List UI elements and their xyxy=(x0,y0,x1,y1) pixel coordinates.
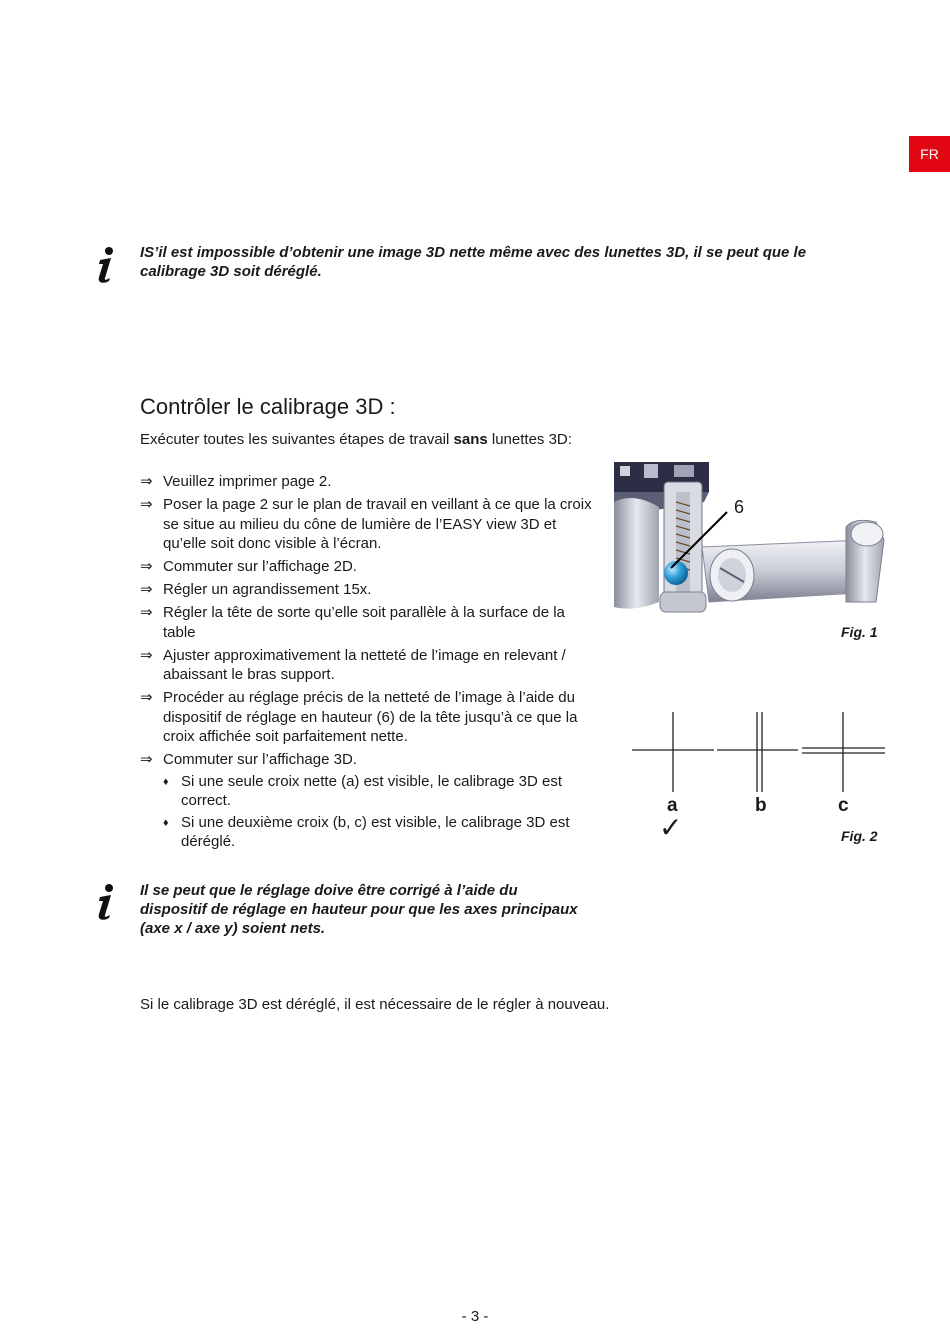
fig2-caption: Fig. 2 xyxy=(841,828,878,844)
sub-step-list xyxy=(163,772,600,852)
list-item: ⇒ Ajuster approximativement la netteté de l’image en relevant / abaissant le bras support. xyxy=(140,646,566,683)
fig1-device-illustration xyxy=(614,462,890,620)
list-item: ⇒ Commuter sur l’affichage 3D. ♦ Si une seule croix nette (a) est visible, le calibrage 3D est correct. ♦ Si une deuxième croix (b, c) est visible, le calibrage 3D est déréglé. xyxy=(140,750,600,852)
arrow-icon: ⇒ xyxy=(140,473,153,490)
arrow-icon: ⇒ xyxy=(140,751,153,768)
cross-c xyxy=(802,712,885,792)
fig1-caption: Fig. 1 xyxy=(841,624,878,640)
diamond-bullet-icon: ♦ xyxy=(163,775,169,788)
sub-list-item: ♦ Si une deuxième croix (b, c) est visible, le calibrage 3D est déréglé. xyxy=(163,813,570,850)
section-heading: Contrôler le calibrage 3D : xyxy=(140,394,396,419)
step-list xyxy=(140,472,600,855)
fig2-crosses-illustration xyxy=(630,710,888,794)
list-item: ⇒ Régler la tête de sorte qu’elle soit parallèle à la surface de la table xyxy=(140,604,565,641)
intro-text: Exécuter toutes les suivantes étapes de travail sans lunettes 3D: xyxy=(140,431,572,448)
arrow-icon: ⇒ xyxy=(140,689,153,706)
list-item: ⇒ Procéder au réglage précis de la netteté de l’image à l’aide du dispositif de réglage en hauteur (6) de la tête jusqu’à ce que la croix affichée soit parfaitement nette. xyxy=(140,689,578,745)
language-tab: FR xyxy=(909,136,950,172)
info-note-bottom: Il se peut que le réglage doive être corrigé à l’aide du dispositif de réglage en hauteur pour que les axes principaux (axe x / axe y) soient nets. xyxy=(140,882,578,937)
page-number: - 3 - xyxy=(461,1308,489,1325)
info-icon xyxy=(92,882,120,922)
sub-list-item: ♦ Si une seule croix nette (a) est visible, le calibrage 3D est correct. xyxy=(163,772,563,809)
info-icon xyxy=(92,245,120,285)
fig2-label-b: b xyxy=(755,795,767,816)
list-item: ⇒ Poser la page 2 sur le plan de travail en veillant à ce que la croix se situe au milieu du cône de lumière de l’EASY view 3D et qu’elle soit donc visible à l’écran. xyxy=(140,496,592,552)
closing-paragraph: Si le calibrage 3D est déréglé, il est nécessaire de le régler à nouveau. xyxy=(140,996,610,1013)
cross-b xyxy=(717,712,798,792)
fig2-label-c: c xyxy=(838,795,849,816)
info-note-top: IS’il est impossible d’obtenir une image 3D nette même avec des lunettes 3D, il se peut que le calibrage 3D soit déréglé. xyxy=(140,244,807,280)
list-item: ⇒ Commuter sur l’affichage 2D. xyxy=(140,558,357,575)
arrow-icon: ⇒ xyxy=(140,581,153,598)
arrow-icon: ⇒ xyxy=(140,496,153,513)
fig2-label-a: a xyxy=(667,795,678,816)
arrow-icon: ⇒ xyxy=(140,604,153,621)
diamond-bullet-icon: ♦ xyxy=(163,816,169,829)
arrow-icon: ⇒ xyxy=(140,646,153,664)
list-item: ⇒ Veuillez imprimer page 2. xyxy=(140,473,332,490)
checkmark-icon: ✓ xyxy=(659,811,683,844)
fig1-callout-number: 6 xyxy=(734,497,745,517)
cross-a xyxy=(632,712,714,792)
list-item: ⇒ Régler un agrandissement 15x. xyxy=(140,581,372,598)
arrow-icon: ⇒ xyxy=(140,558,153,575)
